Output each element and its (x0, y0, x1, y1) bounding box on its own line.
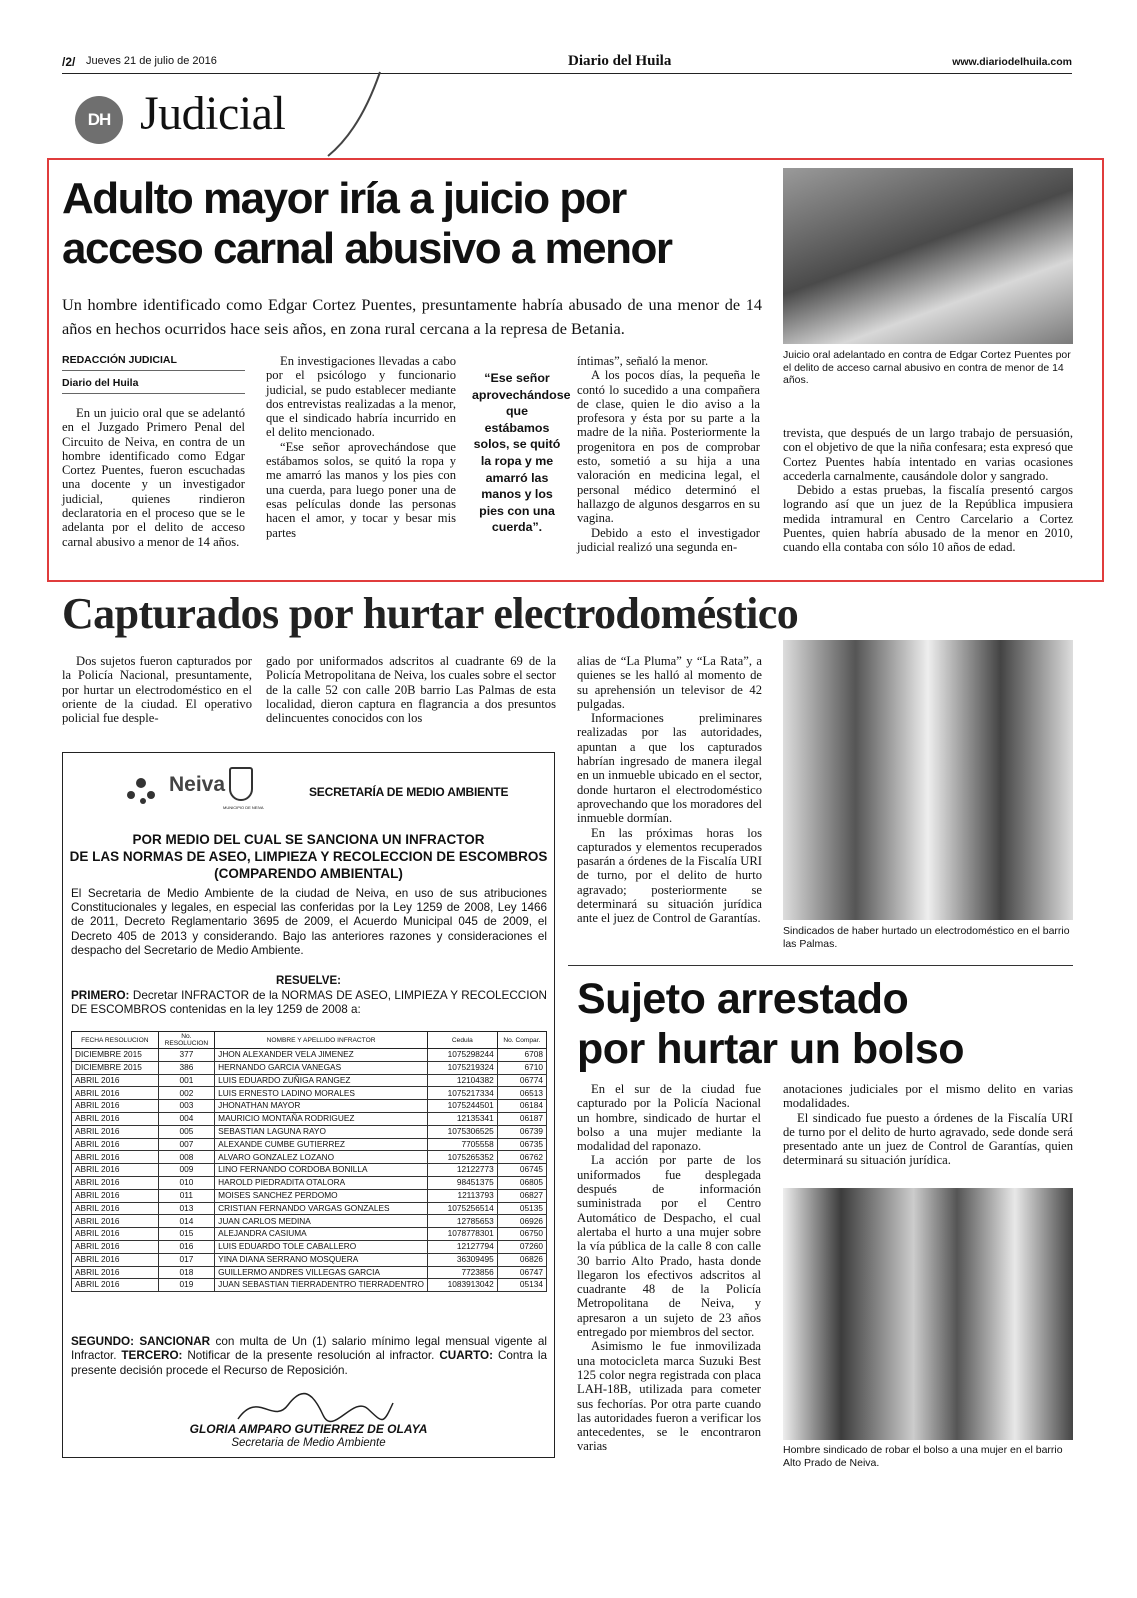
table-cell: 12135341 (427, 1112, 497, 1125)
signer-role: Secretaria de Medio Ambiente (231, 1437, 386, 1449)
table-cell: 6708 (497, 1049, 546, 1062)
logo-subtitle: MUNICIPIO DE NEIVA (223, 805, 264, 810)
table-cell: 1078778301 (427, 1228, 497, 1241)
table-header-cell: NOMBRE Y APELLIDO INFRACTOR (215, 1032, 428, 1049)
table-cell: 013 (158, 1202, 215, 1215)
table-cell: 06747 (497, 1266, 546, 1279)
table-row (72, 1279, 547, 1292)
table-cell: 019 (158, 1279, 215, 1292)
table-cell: DICIEMBRE 2015 (72, 1061, 159, 1074)
story1-paragraph: íntimas”, señaló la menor. (577, 354, 709, 368)
story3-paragraph: Asimismo le fue inmovilizada una motocicleta marca Suzuki Best 125 color negra registrada con placa LAH-18B, utilizada para cometer sus fechorías. Por otra parte cuando las autoridades fueron a verificar los antecedentes, se le encontraron varias (577, 1339, 761, 1454)
story3-caption: Hombre sindicado de robar el bolso a una mujer en el barrio Alto Prado de Neiva. (783, 1444, 1063, 1469)
story2-col1 (62, 654, 252, 725)
table-cell: 1075217334 (427, 1087, 497, 1100)
table-row (72, 1189, 547, 1202)
table-cell: 98451375 (427, 1176, 497, 1189)
issue-date: Jueves 21 de julio de 2016 (86, 55, 217, 67)
table-cell: JUAN SEBASTIAN TIERRADENTRO TIERRADENTRO (215, 1279, 428, 1292)
story2-col3 (577, 654, 762, 926)
neiva-logo-text: Neiva (169, 773, 226, 796)
table-cell: 12104382 (427, 1074, 497, 1087)
table-cell: 06805 (497, 1176, 546, 1189)
story2-paragraph: gado por uniformados adscritos al cuadrante 69 de la Policía Metropolitana de Neiva, los cuales sobre el sector de la calle 52 con calle 20B barrio Las Palmas de esta localidad, dieron captura en flagrancia a dos presuntos delincuentes conocidos con los (266, 654, 556, 726)
table-cell: 003 (158, 1100, 215, 1113)
table-row (72, 1228, 547, 1241)
table-cell: 001 (158, 1074, 215, 1087)
story2-paragraph: En las próximas horas los capturados y elementos recuperados pasarán a órdenes de la Fiscalía URI de turno, por el delito de hurto agravado; posteriormente se determinará su situación jurídica ante el juez de Control de Garantías. (577, 825, 762, 926)
story2-paragraph: Dos sujetos fueron capturados por la Policía Nacional, presuntamente, por hurtar un electrodoméstico en el oriente de la ciudad. El operativo policial fue desple- (62, 654, 252, 726)
table-cell: ABRIL 2016 (72, 1202, 159, 1215)
table-cell: 06745 (497, 1164, 546, 1177)
notice-title: POR MEDIO DEL CUAL SE SANCIONA UN INFRACTOR DE LAS NORMAS DE ASEO, LIMPIEZA Y RECOLECCION DE ESCOMBROS (COMPARENDO AMBIENTAL) (69, 832, 548, 881)
coat-of-arms-icon (229, 767, 253, 801)
notice-primero: PRIMERO: Decretar INFRACTOR de la NORMAS DE ASEO, LIMPIEZA Y RECOLECCION DE ESCOMBROS contenidas en la ley 1259 de 2008 a: (71, 989, 547, 1017)
table-cell: 6710 (497, 1061, 546, 1074)
story2-photo (783, 640, 1073, 920)
table-cell: JHONATHAN MAYOR (215, 1100, 428, 1113)
table-cell: 386 (158, 1061, 215, 1074)
table-row (72, 1049, 547, 1062)
table-cell: 011 (158, 1189, 215, 1202)
table-header-cell: No. Compar. (497, 1032, 546, 1049)
table-row (72, 1176, 547, 1189)
table-cell: YINA DIANA SERRANO MOSQUERA (215, 1253, 428, 1266)
table-cell: HERNANDO GARCIA VANEGAS (215, 1061, 428, 1074)
table-cell: 004 (158, 1112, 215, 1125)
table-cell: ABRIL 2016 (72, 1112, 159, 1125)
table-cell: 007 (158, 1138, 215, 1151)
story1-col1 (62, 354, 245, 549)
divider (568, 965, 1073, 966)
table-cell: 12785653 (427, 1215, 497, 1228)
table-cell: 06187 (497, 1112, 546, 1125)
table-cell: 008 (158, 1151, 215, 1164)
table-cell: 1075219324 (427, 1061, 497, 1074)
section-swoosh-icon (320, 70, 390, 160)
table-row (72, 1215, 547, 1228)
table-cell: 06513 (497, 1087, 546, 1100)
table-cell: ABRIL 2016 (72, 1266, 159, 1279)
story2-paragraph: alias de “La Pluma” y “La Rata”, a quienes se les halló al momento de su aprehensión un televisor de 42 pulgadas. (577, 654, 762, 711)
table-row (72, 1151, 547, 1164)
story3-col1 (577, 1082, 761, 1454)
table-cell: ABRIL 2016 (72, 1164, 159, 1177)
table-cell: MAURICIO MONTAÑA RODRIGUEZ (215, 1112, 428, 1125)
story2-paragraph: Informaciones preliminares realizadas por las autoridades, apuntan a que los capturados habrían ingresado de manera ilegal en un inmueble ubicado en el sector, donde hurtaron el electrodoméstico aprovechando que los moradores del inmueble dormían. (577, 711, 762, 826)
table-cell: JHON ALEXANDER VELA JIMENEZ (215, 1049, 428, 1062)
table-cell: 016 (158, 1240, 215, 1253)
table-cell: 1083913042 (427, 1279, 497, 1292)
table-cell: 06750 (497, 1228, 546, 1241)
story1-paragraph: Debido a estas pruebas, la fiscalía presentó cargos logrando así que un juez de la República impusiera medida intramural en Centro Carcelario a Cortez Puentes, quien habría abusado de la menor en 2010, cuando ella contaba con sólo 10 años de edad. (783, 483, 1073, 555)
section-title: Judicial (140, 87, 286, 140)
table-cell: LUIS EDUARDO ZUÑIGA RANGEZ (215, 1074, 428, 1087)
table-cell: SEBASTIAN LAGUNA RAYO (215, 1125, 428, 1138)
table-cell: LINO FERNANDO CORDOBA BONILLA (215, 1164, 428, 1177)
table-row (72, 1138, 547, 1151)
story2-headline: Capturados por hurtar electrodoméstico (62, 589, 799, 638)
legal-notice (62, 752, 555, 1458)
story3-paragraph: La acción por parte de los uniformados fue desplegada después de información suministrada por el Centro Automático de Despacho, el cual alertaba el hurto a una mujer sobre la vía pública de la calle 8 con calle 30 barrio Alto Prado, hasta donde llegaron los efectivos adscritos al cuadrante 48 de la Policía Metropolitana de Neiva, y apresaron a un sujeto de 23 años entregado por miembros del sector. (577, 1153, 761, 1340)
table-row (72, 1240, 547, 1253)
story1-col2 (266, 354, 456, 540)
masthead: Diario del Huila (568, 53, 672, 69)
table-cell: 06735 (497, 1138, 546, 1151)
table-cell: 014 (158, 1215, 215, 1228)
story3-photo (783, 1188, 1073, 1440)
table-header-cell: Cedula (427, 1032, 497, 1049)
notice-body: El Secretaria de Medio Ambiente de la ciudad de Neiva, en uso de sus atribuciones Constitucionales y legales, en especial las conferidas por la Ley 1259 de 2008, Ley 1466 de 2011, Decreto Reglamentario 3695 de 2009, el Acuerdo Municipal 045 de 2009, el Decreto 405 de 2013 y considerando. Bajo las anteriores razones y consideraciones el despacho del Secretario de Medio Ambiente. (71, 887, 547, 957)
table-cell: 06762 (497, 1151, 546, 1164)
table-cell: ABRIL 2016 (72, 1189, 159, 1202)
story1-lead: Un hombre identificado como Edgar Cortez Puentes, presuntamente habría abusado de una menor de 14 años en hechos ocurridos hace seis años, en zona rural cercana a la represa de Betania. (62, 295, 762, 338)
page-number: /2/ (62, 55, 76, 69)
table-cell: JUAN CARLOS MEDINA (215, 1215, 428, 1228)
table-cell: 1075244501 (427, 1100, 497, 1113)
table-cell: 377 (158, 1049, 215, 1062)
story1-caption: Juicio oral adelantado en contra de Edgar Cortez Puentes por el delito de acceso carnal abusivo en contra de menor de 14 años. (783, 349, 1071, 386)
table-cell: 12127794 (427, 1240, 497, 1253)
table-cell: 06926 (497, 1215, 546, 1228)
section-logo: DH (75, 96, 123, 144)
table-cell: 009 (158, 1164, 215, 1177)
table-row (72, 1253, 547, 1266)
site-url[interactable]: www.diariodelhuila.com (952, 56, 1072, 68)
story1-col4 (783, 426, 1073, 555)
table-cell: ABRIL 2016 (72, 1240, 159, 1253)
table-row (72, 1266, 547, 1279)
table-cell: 1075298244 (427, 1049, 497, 1062)
story1-headline: Adulto mayor iría a juicio por acceso carnal abusivo a menor (62, 174, 672, 273)
story1-photo (783, 168, 1073, 344)
table-cell: ALEJANDRA CASIUMA (215, 1228, 428, 1241)
table-cell: MOISES SANCHEZ PERDOMO (215, 1189, 428, 1202)
table-cell: 018 (158, 1266, 215, 1279)
table-cell: 002 (158, 1087, 215, 1100)
table-row (72, 1100, 547, 1113)
table-header-cell: No. RESOLUCION (158, 1032, 215, 1049)
table-cell: 12113793 (427, 1189, 497, 1202)
table-cell: 015 (158, 1228, 215, 1241)
table-header-cell: FECHA RESOLUCION (72, 1032, 159, 1049)
notice-resuelve: RESUELVE: (276, 975, 341, 987)
story3-col2 (783, 1082, 1073, 1168)
story2-caption: Sindicados de haber hurtado un electrodoméstico en el barrio las Palmas. (783, 925, 1070, 950)
story3-paragraph: anotaciones judiciales por el mismo delito en varias modalidades. (783, 1082, 1073, 1111)
table-cell: 07260 (497, 1240, 546, 1253)
table-cell: 06739 (497, 1125, 546, 1138)
story1-paragraph: En investigaciones llevadas a cabo por el psicólogo y funcionario judicial, se pudo establecer mediante dos entrevistas realizadas a la menor, que el sindicado habría incurrido en el delito mencionado. (266, 354, 456, 440)
table-cell: 1075265352 (427, 1151, 497, 1164)
story1-paragraph: Debido a esto el investigador judicial realizó una segunda en- (577, 525, 760, 554)
table-row (72, 1061, 547, 1074)
table-row (72, 1202, 547, 1215)
table-row (72, 1164, 547, 1177)
table-cell: 7705558 (427, 1138, 497, 1151)
table-cell: LUIS ERNESTO LADINO MORALES (215, 1087, 428, 1100)
table-cell: 1075256514 (427, 1202, 497, 1215)
table-cell: ABRIL 2016 (72, 1138, 159, 1151)
story3-paragraph: En el sur de la ciudad fue capturado por la Policía Nacional un hombre, sindicado de hurtar el bolso a una mujer mediante la modalidad del raponazo. (577, 1082, 761, 1154)
table-cell: 1075306525 (427, 1125, 497, 1138)
byline: REDACCIÓN JUDICIAL (62, 354, 245, 371)
notice-dept: SECRETARÍA DE MEDIO AMBIENTE (309, 785, 509, 799)
table-cell: DICIEMBRE 2015 (72, 1049, 159, 1062)
story1-pull-quote: “Ese señor aprovechándose que estábamos solos, se quitó la ropa y me amarró las manos y los pies con una cuerda”. (472, 371, 571, 535)
table-cell: LUIS EDUARDO TOLE CABALLERO (215, 1240, 428, 1253)
table-cell: ALVARO GONZALEZ LOZANO (215, 1151, 428, 1164)
table-cell: GUILLERMO ANDRES VILLEGAS GARCIA (215, 1266, 428, 1279)
table-cell: ABRIL 2016 (72, 1228, 159, 1241)
signature-icon (228, 1385, 398, 1427)
table-cell: ABRIL 2016 (72, 1074, 159, 1087)
story1-paragraph: trevista, que después de un largo trabajo de persuasión, con el objetivo de que la niña confesara; esta expresó que Cortez Puentes había intentado en varias ocasiones accederla carnalmente, causándole dolor y sangrado. (783, 426, 1073, 483)
table-cell: 010 (158, 1176, 215, 1189)
table-cell: ABRIL 2016 (72, 1125, 159, 1138)
page-header (62, 52, 1072, 74)
table-row (72, 1112, 547, 1125)
table-cell: ABRIL 2016 (72, 1279, 159, 1292)
signer-name: GLORIA AMPARO GUTIERREZ DE OLAYA (189, 1422, 428, 1436)
table-cell: ABRIL 2016 (72, 1176, 159, 1189)
story3-paragraph: El sindicado fue puesto a órdenes de la Fiscalía URI de turno por el delito de hurto agravado, sede donde será presentado ante un juez de Control de Garantías, quien determinará su situación jurídica. (783, 1110, 1073, 1168)
table-cell: 7723856 (427, 1266, 497, 1279)
table-cell: 005 (158, 1125, 215, 1138)
table-cell: 06774 (497, 1074, 546, 1087)
table-cell: CRISTIAN FERNANDO VARGAS GONZALES (215, 1202, 428, 1215)
story2-col2 (266, 654, 556, 725)
table-cell: ABRIL 2016 (72, 1215, 159, 1228)
table-row (72, 1074, 547, 1087)
table-row (72, 1087, 547, 1100)
table-cell: ALEXANDE CUMBE GUTIERREZ (215, 1138, 428, 1151)
table-cell: 06827 (497, 1189, 546, 1202)
table-cell: ABRIL 2016 (72, 1151, 159, 1164)
table-cell: HAROLD PIEDRADITA OTALORA (215, 1176, 428, 1189)
table-cell: 05135 (497, 1202, 546, 1215)
table-cell: ABRIL 2016 (72, 1100, 159, 1113)
story3-headline: Sujeto arrestado por hurtar un bolso (577, 975, 965, 1073)
infractor-table (71, 1031, 547, 1292)
table-cell: ABRIL 2016 (72, 1087, 159, 1100)
source: Diario del Huila (62, 377, 245, 394)
story1-paragraph: “Ese señor aprovechándose que estábamos solos, se quitó la ropa y me amarró las manos y los pies con una cuerda, para luego poner una de esas películas donde las personas hacen el amor, y tocar y besar mis partes (266, 439, 456, 540)
table-cell: ABRIL 2016 (72, 1253, 159, 1266)
notice-resolutions: SEGUNDO: SANCIONAR con multa de Un (1) salario mínimo legal mensual vigente al Infractor. TERCERO: Notificar de la presente resolución al infractor. CUARTO: Contra la presente decisión procede el Recurso de Reposición. (71, 1335, 548, 1377)
table-cell: 06184 (497, 1100, 546, 1113)
table-cell: 06826 (497, 1253, 546, 1266)
table-row (72, 1125, 547, 1138)
story1-paragraph: A los pocos días, la pequeña le contó lo sucedido a una compañera de clase, quien le dio aviso a la profesora y ésta por su parte a la madre de la niña. Posteriormente la progenitora en pos de comprobar esto, sometió a su hija a una valoración en medicina legal, el personal médico determinó el hallazgo de algunos desgarros en su vagina. (577, 368, 760, 526)
story1-paragraph: En un juicio oral que se adelantó en el Juzgado Primero Penal del Circuito de Neiva, en contra de un hombre identificado como Edgar Cortez Puentes, fueron escuchadas una docente y un investigador judicial, quienes rindieron declaratoria en el proceso que se le adelanta por el delito de acceso carnal abusivo a menor de 14 años. (62, 406, 245, 549)
table-cell: 36309495 (427, 1253, 497, 1266)
table-cell: 05134 (497, 1279, 546, 1292)
story1-col3 (577, 354, 760, 554)
table-cell: 017 (158, 1253, 215, 1266)
neiva-logo-icon (121, 769, 171, 809)
table-cell: 12122773 (427, 1164, 497, 1177)
